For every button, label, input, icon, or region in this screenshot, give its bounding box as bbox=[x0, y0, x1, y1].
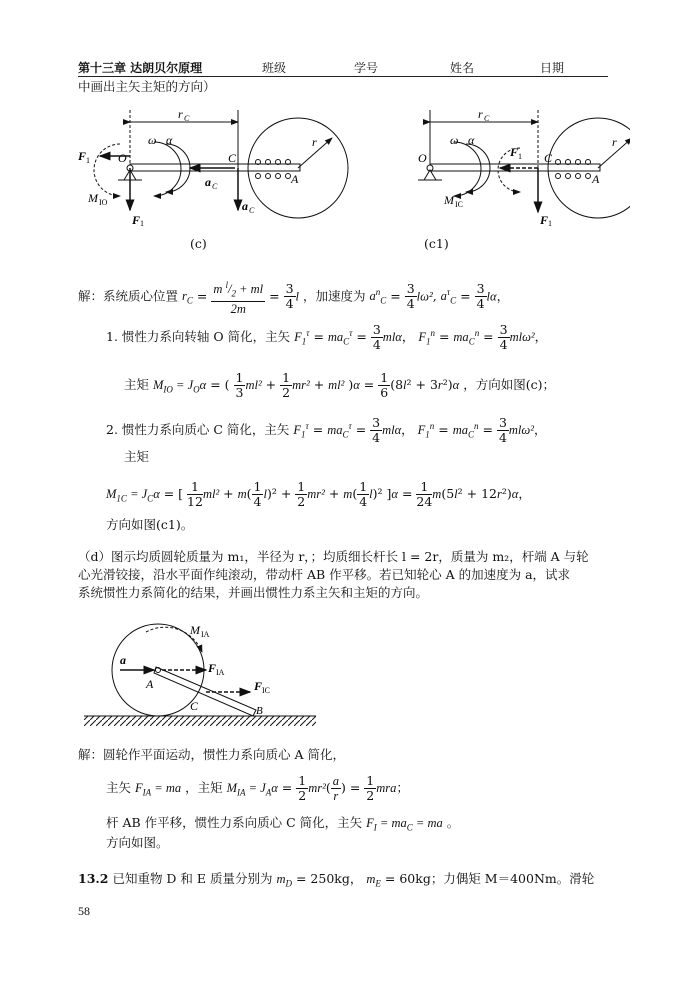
sol2-line2: 杆 AB 作平移，惯性力系向质心 C 简化，主矢 $F_I = ma_C$ = ma 。 bbox=[106, 815, 460, 833]
svg-text:a: a bbox=[242, 199, 248, 213]
svg-text:M: M bbox=[444, 193, 454, 207]
sol2-line1: 主矢 $F_{IA}$ = ma ，主矩 $M_{IA} = J_A\alpha$ = $\frac{1}{2}$ mr²( $\frac{a}{r}$ ) = $\frac{1}{2}$ mra； bbox=[106, 773, 409, 803]
svg-text:ω: ω bbox=[148, 133, 157, 147]
svg-text:F: F bbox=[132, 213, 141, 227]
svg-text:F: F bbox=[510, 145, 519, 159]
page-number: 58 bbox=[78, 904, 90, 918]
svg-text:ω: ω bbox=[450, 133, 459, 147]
problem-13-2: 13.2 已知重物 D 和 E 质量分别为 $m_D = 250kg$， $m_E = 60kg$；力偶矩 M＝400Nm。滑轮 bbox=[78, 871, 595, 889]
svg-text:a: a bbox=[205, 175, 211, 189]
svg-text:r: r bbox=[312, 135, 317, 149]
svg-text:α: α bbox=[166, 133, 173, 147]
problem-d-2: 心光滑铰接，沿水平面作纯滚动，带动杆 AB 作平移。若已知轮心 A 的加速度为 a，试求 bbox=[78, 567, 571, 582]
sol1-mid: ，加速度为 bbox=[303, 288, 366, 304]
svg-text:IO: IO bbox=[99, 198, 108, 207]
svg-text:IA: IA bbox=[201, 630, 210, 639]
svg-text:M: M bbox=[190, 623, 200, 637]
caption-c1: (c1) bbox=[424, 236, 449, 251]
sol2-line3: 方向如图。 bbox=[106, 835, 169, 850]
rc-label: r bbox=[178, 107, 183, 121]
svg-text:M: M bbox=[88, 191, 98, 205]
svg-text:C: C bbox=[184, 114, 190, 123]
item1-moment: 主矩 $M_{IO} = J_O\alpha$ = ( $\frac{1}{3}$ ml² + $\frac{1}{2}$ mr² + ml² )α = $\frac{1}{6}$ (8l² + 3r²)α ，方向如图(c)； bbox=[124, 370, 555, 400]
id-label: 学号 bbox=[354, 61, 379, 75]
svg-text:α: α bbox=[468, 133, 475, 147]
svg-text:C: C bbox=[484, 114, 490, 123]
name-label: 姓名 bbox=[450, 61, 475, 75]
caption-c: (c) bbox=[190, 236, 207, 251]
svg-text:F: F bbox=[540, 213, 549, 227]
svg-text:A: A bbox=[291, 172, 299, 186]
intro-line: 中画出主矢主矩的方向） bbox=[78, 79, 216, 94]
svg-text:IC: IC bbox=[262, 686, 270, 695]
figure-c-c1 bbox=[70, 100, 630, 250]
svg-text:F: F bbox=[254, 679, 263, 693]
svg-text:r: r bbox=[478, 107, 483, 121]
figure-c bbox=[77, 107, 348, 228]
sol1-line: 解：系统质心位置 $r_C$ = $\frac{m ^l/_2 + ml}{2m}$ = $\frac{3}{4}$ l ，加速度为 $a^n_C$ = $\frac{3}{4}$ lω², $a^\tau_C$ = $\frac{3}{4}$ lα， bbox=[78, 280, 510, 316]
problem-d-3: 系统惯性力系简化的结果，并画出惯性力系主矢和主矩的方向。 bbox=[78, 585, 429, 600]
chapter-title: 第十三章 达朗贝尔原理 bbox=[78, 61, 203, 75]
svg-text:F: F bbox=[78, 149, 87, 163]
svg-text:1: 1 bbox=[140, 219, 144, 228]
svg-text:1: 1 bbox=[548, 219, 552, 228]
date-label: 日期 bbox=[540, 61, 565, 75]
svg-text:C: C bbox=[544, 151, 553, 165]
svg-text:a: a bbox=[120, 653, 126, 667]
svg-text:C: C bbox=[190, 699, 199, 713]
svg-text:C: C bbox=[249, 206, 255, 215]
page-header bbox=[78, 58, 608, 77]
sol2-lead: 解：圆轮作平面运动，惯性力系向质心 A 简化， bbox=[78, 747, 345, 762]
item1-line: 1. 惯性力系向转轴 O 简化，主矢 $F_1^\tau = ma_C^\tau$ = $\frac{3}{4}$ mlα， $F_1^n = ma_C^n$ = $\frac{3}{4}$ mlω²， bbox=[106, 322, 548, 352]
svg-text:IA: IA bbox=[216, 668, 225, 677]
svg-text:O: O bbox=[418, 151, 427, 165]
svg-text:IC: IC bbox=[455, 200, 463, 209]
figure-c1 bbox=[418, 107, 630, 228]
svg-text:A: A bbox=[146, 677, 154, 691]
svg-text:1: 1 bbox=[518, 152, 522, 161]
svg-text:A: A bbox=[592, 172, 600, 186]
sol1-lead: 解：系统质心位置 bbox=[78, 288, 179, 304]
problem-d-1: （d）图示均质圆轮质量为 m₁，半径为 r，；均质细长杆长 l = 2r，质量为 m₂，杆端 A 与轮 bbox=[78, 549, 589, 564]
item2-line: 2. 惯性力系向质心 C 简化，主矢 $F_1^\tau = ma_C^\tau$ = $\frac{3}{4}$ mlα， $F_1^n = ma_C^n$ = $\frac{3}{4}$ mlω²， bbox=[106, 415, 547, 445]
class-label: 班级 bbox=[262, 61, 287, 75]
svg-text:C: C bbox=[228, 151, 237, 165]
figure-d bbox=[84, 612, 324, 732]
svg-text:O: O bbox=[118, 151, 127, 165]
svg-text:F: F bbox=[208, 661, 217, 675]
svg-text:1: 1 bbox=[86, 156, 90, 165]
svg-text:r: r bbox=[612, 135, 617, 149]
svg-text:B: B bbox=[256, 705, 263, 717]
item2-moment-label: 主矩 bbox=[124, 449, 150, 464]
item2-moment: $M_{1C} = J_C\alpha$ = [ $\frac{1}{12}$ ml² + m( $\frac{1}{4}$ l)² + $\frac{1}{2}$ mr² + m( $\frac{1}{4}$ l)² ]α = $\frac{1}{24}$ m(5l² + 12r²)α， bbox=[106, 479, 531, 509]
svg-text:C: C bbox=[212, 182, 218, 191]
item2-dir: 方向如图(c1)。 bbox=[106, 517, 194, 532]
